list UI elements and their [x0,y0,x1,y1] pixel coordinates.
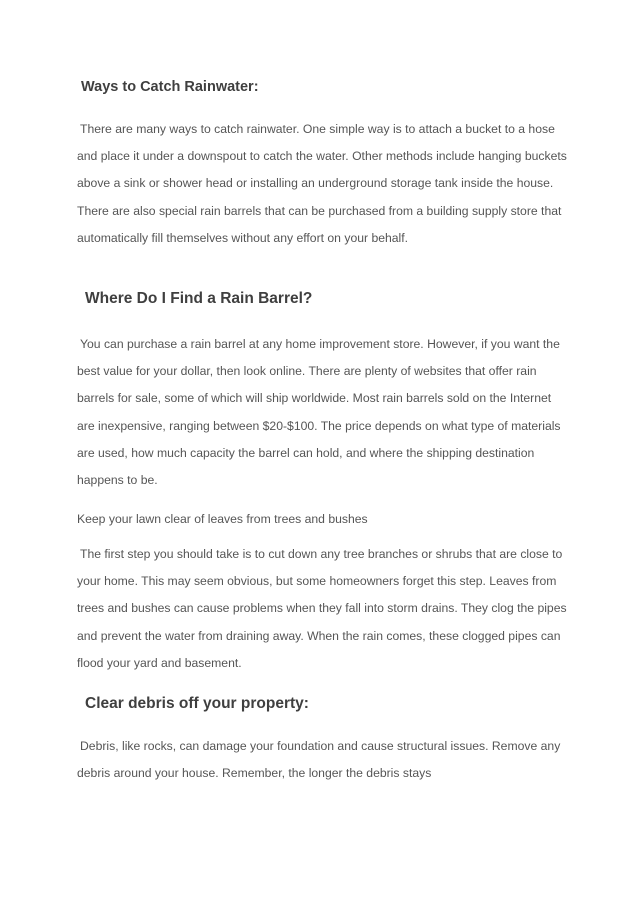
section-body-lawn-clear: The first step you should take is to cut down any tree branches or shrubs that are close to your home. This may seem obvious, but some homeowners forget this step. Leaves from trees and bushes can cause problems when they fall into storm drains. They clog the pipes and prevent the water from draining away. When the rain comes, these clogged pipes can flood your yard and basement. [77,547,567,670]
section-body-clear-debris: Debris, like rocks, can damage your foundation and cause structural issues. Remove any debris around your house. Remember, the longer the debris stays [77,739,561,781]
section-body-catch-rainwater: There are many ways to catch rainwater. One simple way is to attach a bucket to a hose and place it under a downspout to catch the water. Other methods include hanging buckets above a sink or shower head or installing an underground storage tank inside the house. There are also special rain barrels that can be purchased from a building supply store that automatically fill themselves without any effort on your behalf. [77,122,567,245]
section-heading-find-rain-barrel: Where Do I Find a Rain Barrel? [85,290,313,307]
section-heading-clear-debris: Clear debris off your property: [85,695,309,712]
section-heading-catch-rainwater: Ways to Catch Rainwater: [81,79,259,95]
section-heading-lawn-clear: Keep your lawn clear of leaves from trees and bushes [77,512,368,526]
section-body-find-rain-barrel: You can purchase a rain barrel at any home improvement store. However, if you want the best value for your dollar, then look online. There are plenty of websites that offer rain barrels for sale, some of which will ship worldwide. Most rain barrels sold on the Internet are inexpensive, ranging between $20-$100. The price depends on what type of materials are used, how much capacity the barrel can hold, and where the shipping destination happens to be. [77,337,561,488]
